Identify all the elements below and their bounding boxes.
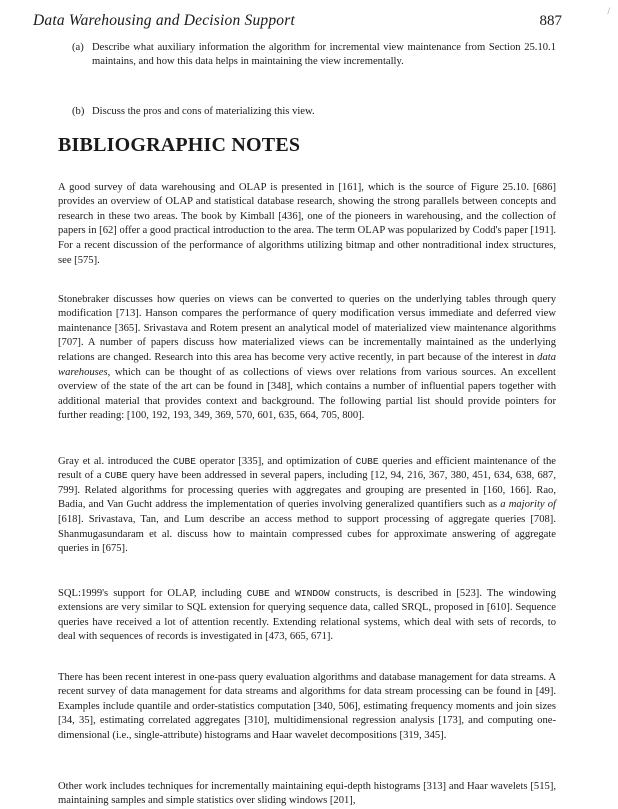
- exercise-text-b: Discuss the pros and cons of materializing this view.: [92, 106, 315, 117]
- paragraph-text: SQL:1999's support for OLAP, including: [58, 587, 247, 599]
- paragraph-cube-operator: [58, 455, 556, 557]
- paragraph-text: and: [269, 587, 296, 599]
- paragraph-view-maintenance: [58, 293, 556, 424]
- paragraph-text: constructs, is described in [523]. The windowing extensions are very similar to SQL extension for querying sequence data, called SRQL, proposed in [610]. Sequence queries have received a lot of attention recently. Extending relational systems, which deal with sets of records, to deal with sequences of records is investigated in [473, 665, 671].: [58, 587, 556, 643]
- paragraph-survey: [58, 181, 556, 269]
- corner-mark: /: [607, 6, 610, 16]
- paragraph-text: queries and efficient maintenance of the result of a: [58, 455, 556, 482]
- paragraph-text: query have been addressed in several papers, including [12, 94, 216, 367, 380, 451, 634, 638, 687, 799]. Related algorithms for processing queries with aggregates and grouping are presented in [160, 166]. Rao, Badia, and Van Gucht address the implementation of queries involving generalized quantifiers such as: [58, 470, 556, 511]
- paragraph-text: [618]. Srivastava, Tan, and Lum describe an access method to support processing of aggregate queries [708]. Shanmugasundaram et al. discuss how to maintain compressed cubes for approximate answering of aggregate queries in [675].: [58, 513, 556, 555]
- paragraph-sql1999-olap: [58, 587, 556, 645]
- emphasis-text: data warehouses: [58, 351, 556, 378]
- paragraph-text: , which can be thought of as collections of views over relations from various sources. An excellent overview of the state of the art can be found in [348], which contains a number of influential papers together with additional material that provides context and background. The following partial list should provide pointers for further reading: [100, 192, 193, 349, 369, 570, 601, 635, 664, 705, 800].: [58, 366, 556, 422]
- paragraph-text: Gray et al. introduced the: [58, 455, 173, 467]
- exercise-label-b: (b): [72, 106, 85, 117]
- paragraph-text: A good survey of data warehousing and OLAP is presented in [161], which is the source of Figure 25.10. [686] provides an overview of OLAP and statistical database research, showing the strong parallels between concepts and research in these two areas. The book by Kimball [436], one of the pioneers in warehousing, and the collection of papers in [62] offer a good practical introduction to the area. The term OLAP was popularized by Codd's paper [191]. For a recent discussion of the performance of algorithms utilizing bitmap and other nontraditional index structures, see [575].: [58, 181, 556, 266]
- section-heading: BIBLIOGRAPHIC NOTES: [58, 134, 301, 156]
- running-head: [33, 12, 562, 30]
- code-keyword: WINDOW: [295, 587, 330, 599]
- exercise-text-a: Describe what auxiliary information the algorithm for incremental view maintenance from Section 25.10.1 maintains, and how this data helps in maintaining the view incrementally.: [92, 42, 556, 68]
- code-keyword: CUBE: [172, 455, 196, 467]
- code-keyword: CUBE: [104, 470, 128, 482]
- exercise-label-a: (a): [72, 42, 84, 53]
- code-keyword: CUBE: [246, 587, 270, 599]
- paragraph-data-streams: [58, 671, 556, 744]
- exercise-item-a: [72, 41, 556, 69]
- page-number: 887: [539, 13, 562, 29]
- code-keyword: CUBE: [355, 455, 379, 467]
- paragraph-other-work: [58, 780, 556, 809]
- exercise-item-b: [72, 105, 556, 119]
- paragraph-text: Stonebraker discusses how queries on views can be converted to queries on the underlying tables through query modification [713]. Hanson compares the performance of query modification versus immediate and deferred view maintenance [365]. Srivastava and Rotem present an analytical model of materialized view maintenance algorithms [707]. A number of papers discuss how materialized views can be incrementally maintained as the underlying relations are changed. Research into this area has become very active recently, in part because of the interest in: [58, 293, 556, 363]
- emphasis-text: a majority of: [500, 499, 557, 511]
- paragraph-text: operator [335], and optimization of: [195, 455, 356, 467]
- running-title: Data Warehousing and Decision Support: [33, 12, 295, 29]
- paragraph-text: There has been recent interest in one-pass query evaluation algorithms and database management for data streams. A recent survey of data management for data streams and algorithms for data stream processing can be found in [49]. Examples include quantile and order-statistics computation [340, 506], estimating frequency moments and join sizes [34, 35], estimating correlated aggregates [310], multidimensional regression analysis [173], and computing one-dimensional (i.e., single-attribute) histograms and Haar wavelet decompositions [319, 345].: [58, 671, 556, 741]
- paragraph-text: Other work includes techniques for incrementally maintaining equi-depth histograms [313] and Haar wavelets [515], maintaining samples and simple statistics over sliding windows [201],: [58, 780, 556, 807]
